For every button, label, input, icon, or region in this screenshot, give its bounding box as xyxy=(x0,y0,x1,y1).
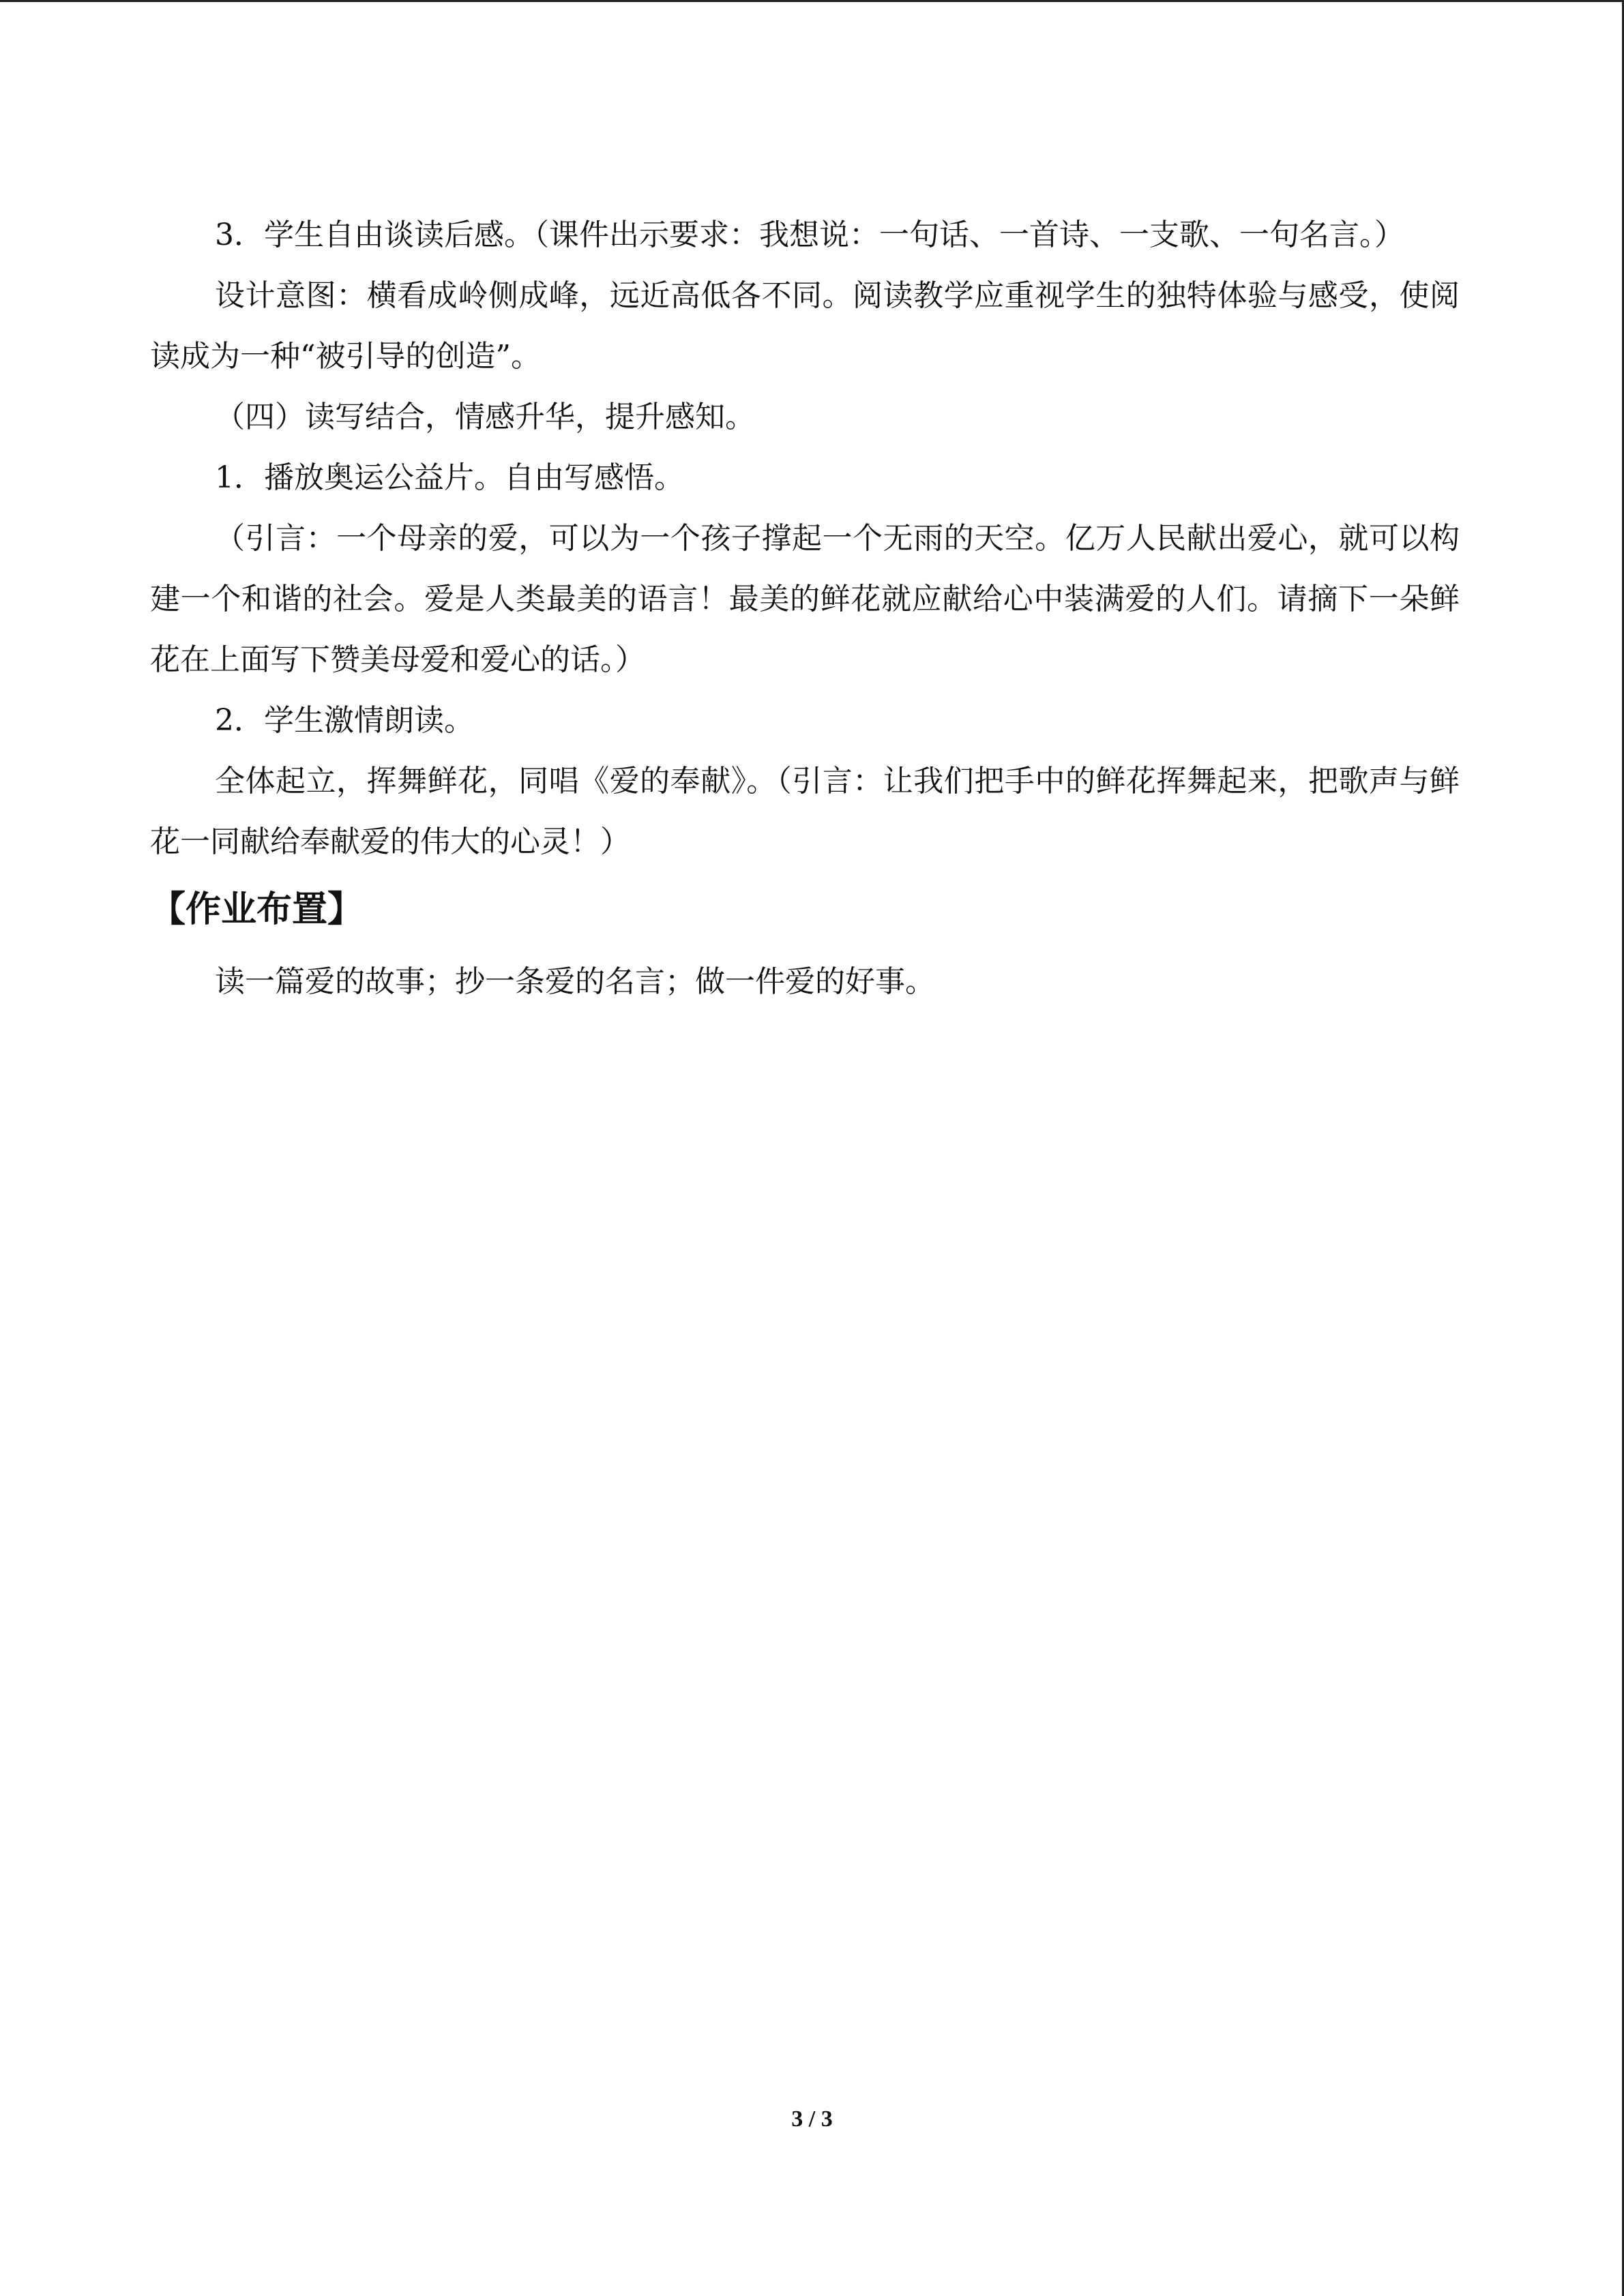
homework-text: 读一篇爱的故事；抄一条爱的名言；做一件爱的好事。 xyxy=(215,964,935,999)
homework-heading: 【作业布置】 xyxy=(150,889,364,930)
paragraph-step-one: 1．播放奥运公益片。自由写感悟。 xyxy=(215,460,684,495)
document-page xyxy=(150,205,1460,1012)
paragraph-reflection: 3．学生自由谈读后感。（课件出示要求：我想说：一句话、一首诗、一支歌、一句名言。） xyxy=(215,218,1404,252)
paragraph-quote-one: （引言：一个母亲的爱，可以为一个孩子撑起一个无雨的天空。亿万人民献出爱心，就可以构建一个和谐的社会。爱是人类最美的语言！最美的鲜花就应献给心中装满爱的人们。请摘下一朵鲜花在上面写下赞美母爱和爱心的话。） xyxy=(150,521,1460,677)
paragraph-section-four: （四）读写结合，情感升华，提升感知。 xyxy=(215,400,755,434)
page-top-border xyxy=(0,0,1624,2)
paragraph-design-intent: 设计意图：横看成岭侧成峰，远近高低各不同。阅读教学应重视学生的独特体验与感受，使阅读成为一种“被引导的创造”。 xyxy=(150,278,1460,374)
page-number: 3 / 3 xyxy=(791,2106,833,2132)
paragraph-quote-two: 全体起立，挥舞鲜花，同唱《爱的奉献》。（引言：让我们把手中的鲜花挥舞起来，把歌声与鲜花一同献给奉献爱的伟大的心灵！） xyxy=(150,764,1460,859)
paragraph-step-two: 2．学生激情朗读。 xyxy=(215,703,474,738)
